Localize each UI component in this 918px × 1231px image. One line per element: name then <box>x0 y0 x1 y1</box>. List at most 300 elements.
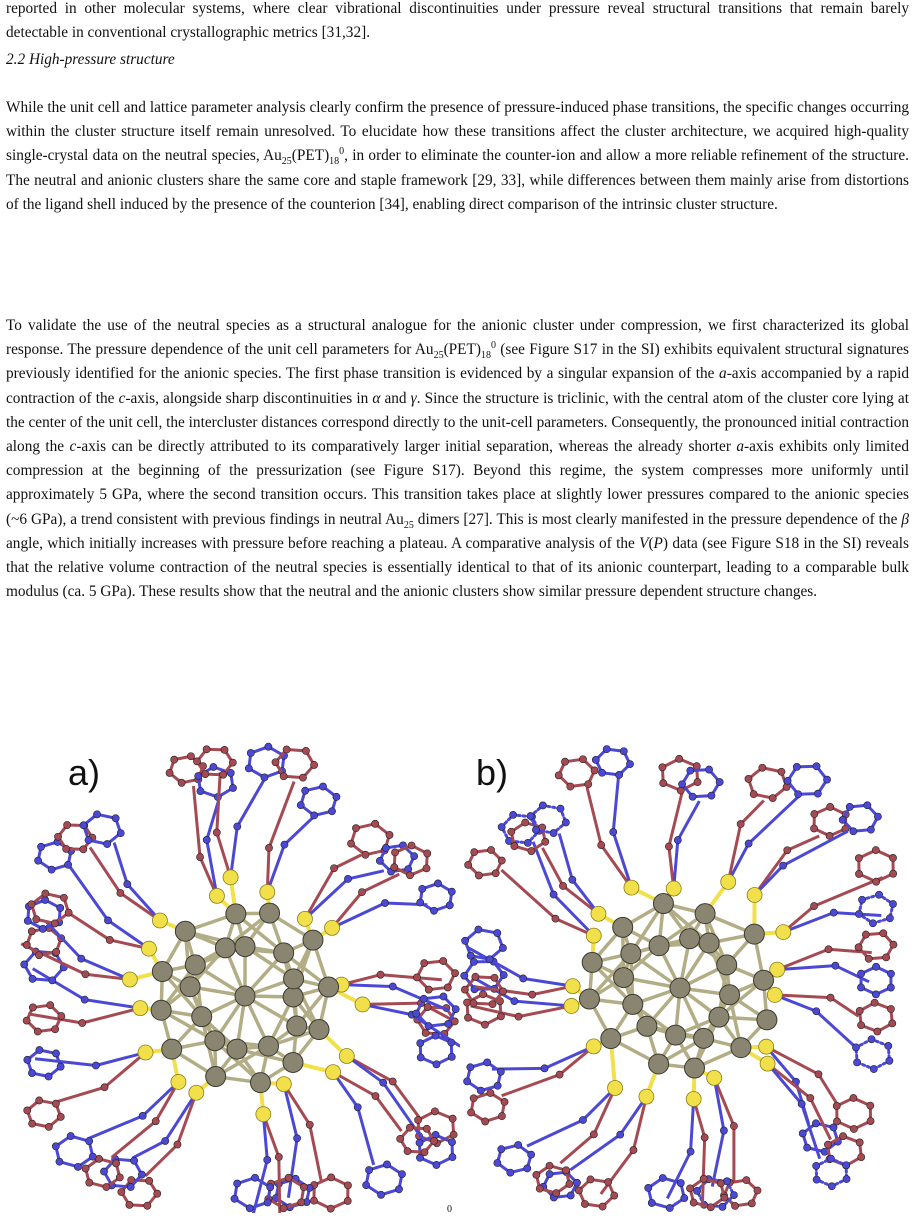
carbon-atom <box>693 1187 700 1194</box>
carbon-atom <box>449 1115 456 1122</box>
carbon-atom <box>610 828 617 835</box>
carbon-atom <box>54 833 61 840</box>
carbon-atom <box>567 1192 574 1199</box>
carbon-atom <box>689 793 696 800</box>
sulfur-atom <box>297 911 312 926</box>
gold-atom <box>670 978 690 998</box>
carbon-atom <box>471 849 478 856</box>
carbon-atom <box>793 763 800 770</box>
carbon-atom <box>778 768 785 775</box>
carbon-atom <box>730 1191 737 1198</box>
carbon-atom <box>391 864 398 871</box>
gold-atom <box>162 1039 182 1059</box>
carbon-atom <box>377 971 384 978</box>
gold-atom <box>685 1058 705 1078</box>
ligand-bond <box>383 1083 422 1140</box>
ligand-bond <box>217 772 220 832</box>
carbon-atom <box>60 894 67 901</box>
sulfur-atom <box>223 870 238 885</box>
gold-atom <box>649 936 669 956</box>
carbon-atom <box>261 774 268 781</box>
carbon-atom <box>52 1143 59 1150</box>
carbon-atom <box>302 787 309 794</box>
ligand-bond <box>587 788 601 846</box>
carbon-atom <box>491 974 498 981</box>
gold-atom <box>754 970 774 990</box>
carbon-atom <box>855 870 862 877</box>
carbon-atom <box>383 1161 390 1168</box>
carbon-atom <box>620 748 627 755</box>
carbon-atom <box>487 1089 494 1096</box>
carbon-atom <box>616 771 623 778</box>
carbon-atom <box>880 930 887 937</box>
gold-atom <box>613 917 633 937</box>
gold-atom <box>680 929 700 949</box>
carbon-atom <box>444 984 451 991</box>
carbon-atom <box>283 746 290 753</box>
carbon-atom <box>432 1032 439 1039</box>
carbon-atom <box>700 1175 707 1182</box>
carbon-atom <box>686 1185 693 1192</box>
ligand-abbrev: (PET) <box>443 341 481 359</box>
carbon-atom <box>492 870 499 877</box>
carbon-atom <box>467 952 474 959</box>
carbon-atom <box>585 780 592 787</box>
sulfur-atom <box>209 888 224 903</box>
sulfur-atom <box>256 1107 271 1122</box>
carbon-atom <box>501 1098 508 1105</box>
carbon-atom <box>81 996 88 1003</box>
carbon-atom <box>197 787 204 794</box>
carbon-atom <box>417 1054 424 1061</box>
carbon-atom <box>573 1179 580 1186</box>
carbon-atom <box>827 1155 834 1162</box>
carbon-atom <box>854 1059 861 1066</box>
carbon-atom <box>532 826 539 833</box>
carbon-atom <box>499 988 506 995</box>
carbon-atom <box>420 995 427 1002</box>
carbon-atom <box>648 1199 655 1206</box>
ligand-bond <box>831 998 859 1017</box>
paragraph-text: angle, which initially increases with pressure before reaching a plateau. A comparative analysis of the <box>6 534 640 552</box>
carbon-atom <box>872 963 879 970</box>
carbon-atom <box>448 1053 455 1060</box>
carbon-atom <box>64 861 71 868</box>
carbon-atom <box>552 915 559 922</box>
carbon-atom <box>85 837 92 844</box>
carbon-atom <box>100 1168 107 1175</box>
carbon-atom <box>406 1124 413 1131</box>
carbon-atom <box>690 1199 697 1206</box>
carbon-atom <box>422 1029 429 1036</box>
carbon-atom <box>511 842 518 849</box>
ligand-bond <box>527 1120 583 1146</box>
paragraph-high-pressure-intro <box>6 96 909 217</box>
carbon-atom <box>498 857 505 864</box>
carbon-atom <box>298 1199 305 1206</box>
carbon-atom <box>234 1180 241 1187</box>
carbon-atom <box>51 920 58 927</box>
carbon-atom <box>472 973 479 980</box>
carbon-atom <box>310 1197 317 1204</box>
carbon-atom <box>464 1014 471 1021</box>
ligand-bond <box>358 1107 374 1165</box>
carbon-atom <box>887 970 894 977</box>
carbon-atom <box>852 1044 859 1051</box>
carbon-atom <box>515 1013 522 1020</box>
carbon-atom <box>58 1012 65 1019</box>
volume-symbol: V <box>639 534 649 552</box>
gold-atom <box>215 938 235 958</box>
gold-atom <box>235 986 255 1006</box>
carbon-atom <box>887 984 894 991</box>
carbon-atom <box>430 907 437 914</box>
carbon-atom <box>871 999 878 1006</box>
carbon-atom <box>434 880 441 887</box>
carbon-atom <box>875 891 882 898</box>
carbon-atom <box>579 756 586 763</box>
carbon-atom <box>522 819 529 826</box>
pressure-symbol: P <box>653 534 663 552</box>
ligand-bond <box>35 1059 96 1066</box>
carbon-atom <box>870 1065 877 1072</box>
carbon-atom <box>264 1199 271 1206</box>
carbon-atom <box>467 1109 474 1116</box>
carbon-atom <box>889 1020 896 1027</box>
subscript: 25 <box>281 156 292 168</box>
carbon-atom <box>53 948 60 955</box>
carbon-atom <box>372 1092 379 1099</box>
carbon-atom <box>57 1113 64 1120</box>
carbon-atom <box>126 1201 133 1208</box>
carbon-atom <box>830 909 837 916</box>
cluster-structure-figure <box>20 738 910 1213</box>
gold-atom <box>720 985 740 1005</box>
ligand-bond <box>810 1098 830 1140</box>
carbon-atom <box>731 1202 738 1209</box>
carbon-atom <box>421 1149 428 1156</box>
carbon-atom <box>666 1204 673 1211</box>
sulfur-atom <box>122 972 137 987</box>
gold-atom <box>309 1020 329 1040</box>
carbon-atom <box>28 1069 35 1076</box>
sulfur-atom <box>624 880 639 895</box>
sulfur-atom <box>141 941 156 956</box>
carbon-atom <box>494 1159 501 1166</box>
paragraph-text: reported in other molecular systems, where clear vibrational discontinuities under pressure reveal structural transitions that remain barely detectable in conventional crystallographic metrics [31,32]. <box>6 0 909 42</box>
carbon-atom <box>498 1146 505 1153</box>
carbon-atom <box>425 986 432 993</box>
carbon-atom <box>445 1020 452 1027</box>
carbon-atom <box>424 850 431 857</box>
ligand-bond <box>362 874 399 892</box>
gold-atom <box>206 1067 226 1087</box>
ligand-bond <box>82 1008 140 1023</box>
gold-atom <box>709 1007 729 1027</box>
gold-atom <box>582 952 602 972</box>
carbon-atom <box>187 753 194 760</box>
carbon-atom <box>660 780 667 787</box>
carbon-atom <box>330 865 337 872</box>
carbon-atom <box>855 944 862 951</box>
ligand-bond <box>363 1003 422 1004</box>
carbon-atom <box>423 1125 430 1132</box>
ligand-bond <box>332 903 385 928</box>
sulfur-atom <box>747 887 762 902</box>
carbon-atom <box>499 944 506 951</box>
sulfur-atom <box>707 1070 722 1085</box>
sulfur-atom <box>776 925 791 940</box>
ligand-bond <box>519 1006 572 1017</box>
carbon-atom <box>857 970 864 977</box>
carbon-atom <box>344 1182 351 1189</box>
carbon-atom <box>408 842 415 849</box>
carbon-atom <box>759 764 766 771</box>
carbon-atom <box>843 1162 850 1169</box>
carbon-atom <box>487 846 494 853</box>
cluster-structure-a <box>20 738 460 1213</box>
angle-symbol: α <box>372 389 381 407</box>
carbon-atom <box>864 802 871 809</box>
carbon-atom <box>827 994 834 1001</box>
paragraph-text: data (see Figure S18 in the SI) reveals that the relative volume contraction of the neutral species is essentially identical to that of its anionic counterpart, leading to a comparable bulk modulus (ca. 5 GPa). These results show that the neutral and the anionic clusters show similar pressure dependent structure changes. <box>6 534 909 601</box>
carbon-atom <box>515 1141 522 1148</box>
carbon-atom <box>265 844 272 851</box>
carbon-atom <box>64 821 71 828</box>
carbon-atom <box>887 1005 894 1012</box>
carbon-atom <box>234 823 241 830</box>
carbon-atom <box>57 904 64 911</box>
carbon-atom <box>687 1148 694 1155</box>
carbon-atom <box>812 1120 819 1127</box>
sulfur-atom <box>189 1085 204 1100</box>
paragraph-continued <box>6 0 909 45</box>
gold-atom <box>757 1010 777 1030</box>
gold-atom <box>260 903 280 923</box>
carbon-atom <box>302 747 309 754</box>
sulfur-atom <box>565 979 580 994</box>
carbon-atom <box>139 1112 146 1119</box>
carbon-atom <box>470 1000 477 1007</box>
gold-atom <box>649 1054 669 1074</box>
gold-atom <box>694 1028 714 1048</box>
carbon-atom <box>431 1108 438 1115</box>
gold-atom <box>250 1073 270 1093</box>
carbon-atom <box>886 915 893 922</box>
carbon-atom <box>858 896 865 903</box>
carbon-atom <box>24 917 31 924</box>
carbon-atom <box>497 1068 504 1075</box>
carbon-atom <box>856 1139 863 1146</box>
carbon-atom <box>857 984 864 991</box>
carbon-atom <box>795 791 802 798</box>
gold-atom <box>235 937 255 957</box>
ligand-bond <box>305 879 348 919</box>
carbon-atom <box>421 960 428 967</box>
carbon-atom <box>883 954 890 961</box>
carbon-atom <box>381 899 388 906</box>
carbon-atom <box>687 767 694 774</box>
carbon-atom <box>497 1013 504 1020</box>
carbon-atom <box>162 1137 169 1144</box>
carbon-atom <box>414 1116 421 1123</box>
carbon-atom <box>886 1057 893 1064</box>
sulfur-atom <box>608 1081 623 1096</box>
figure-panel-b <box>460 738 900 1213</box>
ligand-abbrev: (PET) <box>291 147 330 165</box>
axis-symbol: a <box>719 365 727 383</box>
carbon-atom <box>193 758 200 765</box>
angle-symbol: γ <box>410 389 417 407</box>
gold-atom <box>226 904 246 924</box>
carbon-atom <box>117 889 124 896</box>
carbon-atom <box>868 1036 875 1043</box>
carbon-atom <box>104 917 111 924</box>
figure-panel-a <box>20 738 460 1213</box>
carbon-atom <box>166 769 173 776</box>
ligand-bond <box>542 848 563 886</box>
carbon-atom <box>754 1187 761 1194</box>
carbon-atom <box>659 764 666 771</box>
carbon-atom <box>799 1130 806 1137</box>
carbon-atom <box>80 822 87 829</box>
subscript: 18 <box>329 156 340 168</box>
carbon-atom <box>872 991 879 998</box>
carbon-atom <box>598 769 605 776</box>
paren: ( <box>648 534 654 552</box>
carbon-atom <box>872 847 879 854</box>
carbon-atom <box>245 765 252 772</box>
sulfur-atom <box>666 881 681 896</box>
carbon-atom <box>247 749 254 756</box>
gold-atom <box>175 921 195 941</box>
carbon-atom <box>264 1156 271 1163</box>
ligand-bond <box>284 818 312 845</box>
carbon-atom <box>267 1184 274 1191</box>
superscript: 0 <box>339 146 345 158</box>
carbon-atom <box>524 1165 531 1172</box>
carbon-atom <box>579 1116 586 1123</box>
sulfur-atom <box>586 928 601 943</box>
ligand-bond <box>712 1131 724 1187</box>
carbon-atom <box>104 840 111 847</box>
carbon-atom <box>617 1131 624 1138</box>
carbon-atom <box>562 819 569 826</box>
carbon-atom <box>665 843 672 850</box>
carbon-atom <box>24 1107 31 1114</box>
carbon-atom <box>231 1195 238 1202</box>
paragraph-text: -axis exhibits only limited compression at the beginning of the pressurization (see Figure S17). Beyond this regime, the system compresses more uniformly until approximately 5 GPa, where the second transition occurs. This transition takes place at slightly lower pressures compared to the anionic species (~6 GPa), a trend consistent with previous findings in neutral Au <box>6 438 909 528</box>
paragraph-text: To validate the use of the neutral species as a structural analogue for the anionic cluster under compression, we first characterized its global response. The pressure dependence of the unit cell parameters for Au <box>6 317 909 359</box>
carbon-atom <box>365 1166 372 1173</box>
carbon-atom <box>677 1179 684 1186</box>
carbon-atom <box>784 847 791 854</box>
carbon-atom <box>117 830 124 837</box>
carbon-atom <box>824 1141 831 1148</box>
ligand-bond <box>783 913 833 932</box>
gold-atom <box>287 1016 307 1036</box>
carbon-atom <box>858 1153 865 1160</box>
carbon-atom <box>294 1135 301 1142</box>
carbon-atom <box>803 1144 810 1151</box>
carbon-atom <box>47 1002 54 1009</box>
carbon-atom <box>830 1124 837 1131</box>
subscript: 25 <box>433 350 444 362</box>
carbon-atom <box>599 1203 606 1210</box>
carbon-atom <box>448 888 455 895</box>
carbon-atom <box>750 791 757 798</box>
carbon-atom <box>35 952 42 959</box>
carbon-atom <box>566 1180 573 1187</box>
gold-atom <box>227 1039 247 1059</box>
carbon-atom <box>382 844 389 851</box>
carbon-atom <box>452 1005 459 1012</box>
carbon-atom <box>681 1194 688 1201</box>
carbon-atom <box>425 1022 432 1029</box>
carbon-atom <box>494 1082 501 1089</box>
carbon-atom <box>581 1200 588 1207</box>
carbon-atom <box>280 1205 287 1212</box>
sulfur-atom <box>171 1074 186 1089</box>
carbon-atom <box>769 795 776 802</box>
carbon-atom <box>813 1162 820 1169</box>
carbon-atom <box>424 1003 431 1010</box>
carbon-atom <box>220 771 227 778</box>
carbon-atom <box>23 1017 30 1024</box>
carbon-atom <box>56 1158 63 1165</box>
carbon-atom <box>174 1141 181 1148</box>
carbon-atom <box>213 829 220 836</box>
carbon-atom <box>52 1050 59 1057</box>
carbon-atom <box>63 845 70 852</box>
sulfur-atom <box>138 1045 153 1060</box>
carbon-atom <box>813 1176 820 1183</box>
carbon-atom <box>52 1100 59 1107</box>
carbon-atom <box>676 755 683 762</box>
carbon-atom <box>306 1121 313 1128</box>
carbon-atom <box>80 846 87 853</box>
sulfur-atom <box>767 987 782 1002</box>
carbon-atom <box>229 759 236 766</box>
carbon-atom <box>124 881 131 888</box>
carbon-atom <box>542 838 549 845</box>
carbon-atom <box>659 1174 666 1181</box>
carbon-atom <box>372 820 379 827</box>
carbon-atom <box>449 1154 456 1161</box>
carbon-atom <box>590 1131 597 1138</box>
carbon-atom <box>386 831 393 838</box>
panel-label-b: b) <box>476 752 509 793</box>
carbon-atom <box>251 1174 258 1181</box>
carbon-atom <box>562 1167 569 1174</box>
carbon-atom <box>451 970 458 977</box>
carbon-atom <box>832 962 839 969</box>
carbon-atom <box>299 774 306 781</box>
ligand-bond <box>691 1099 694 1152</box>
sulfur-atom <box>276 1077 291 1092</box>
carbon-atom <box>74 1163 81 1170</box>
carbon-atom <box>29 1004 36 1011</box>
carbon-atom <box>450 1131 457 1138</box>
carbon-atom <box>395 1186 402 1193</box>
carbon-atom <box>21 961 28 968</box>
carbon-atom <box>29 975 36 982</box>
carbon-atom <box>862 931 869 938</box>
sulfur-atom <box>325 920 340 935</box>
carbon-atom <box>498 1113 505 1120</box>
carbon-atom <box>707 1204 714 1211</box>
carbon-atom <box>813 763 820 770</box>
